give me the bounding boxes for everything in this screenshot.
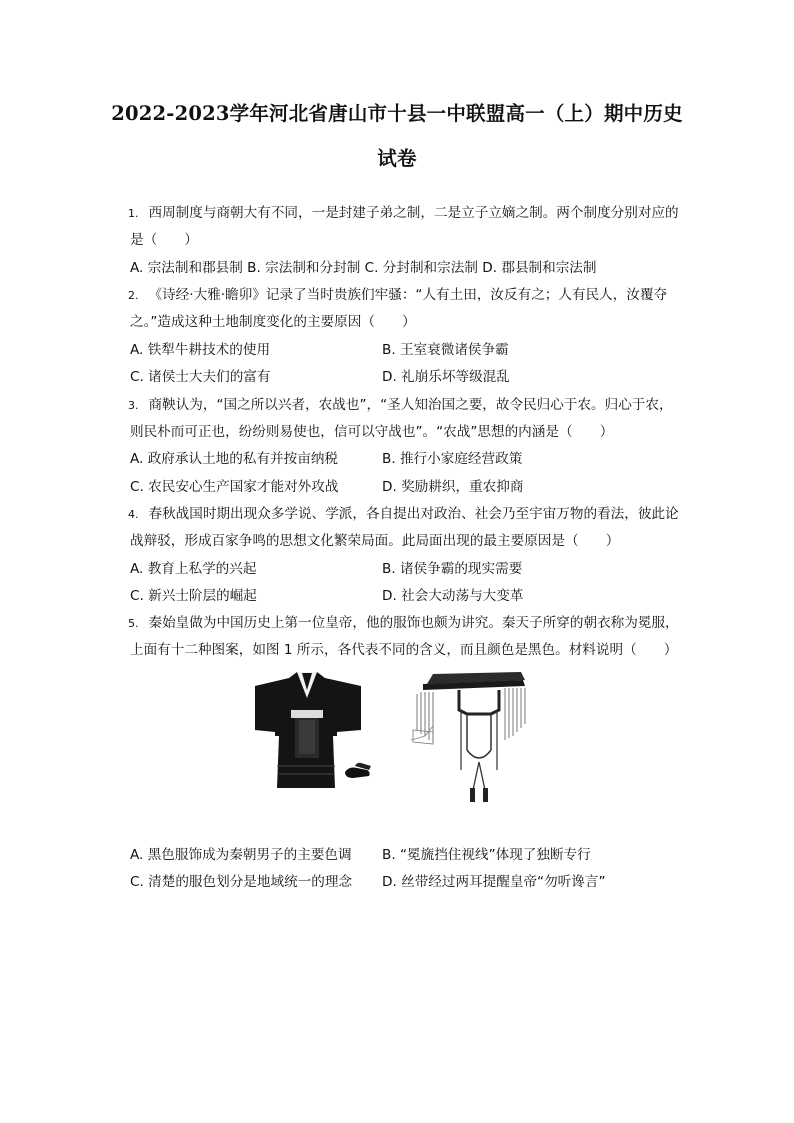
question-2-option-d: D. 礼崩乐坏等级混乱 [382,369,510,385]
question-5-line2: 上面有十二种图案，如图 1 所示，各代表不同的含义，而且颜色是黑色。材料说明（ ） [130,642,678,658]
question-4-line2: 战辩驳，形成百家争鸣的思想文化繁荣局面。此局面出现的最主要原因是（ ） [130,533,620,549]
crown-image [411,672,525,802]
question-4-text-1: 春秋战国时期出现众多学说、学派，各自提出对政治、社会乃至宇宙万物的看法，彼此论 [148,506,679,522]
question-3-text-1: 商鞅认为，“国之所以兴者，农战也”，“圣人知治国之要，故令民归心于农。归心于农， [148,397,673,413]
question-1-text-1: 西周制度与商朝大有不同，一是封建子弟之制，二是立子立嫡之制。两个制度分别对应的 [148,205,679,221]
question-3-option-a: A. 政府承认土地的私有并按亩纳税 [130,451,339,467]
question-5-option-d: D. 丝带经过两耳提醒皇帝“勿听谗言” [382,874,606,890]
question-3-option-c: C. 农民安心生产国家才能对外攻战 [130,479,339,495]
question-3-option-d: D. 奖励耕织，重农抑商 [382,479,524,495]
question-3-option-b: B. 推行小家庭经营政策 [382,451,523,467]
shoes-image [345,763,371,778]
question-2-line2: 之。”造成这种土地制度变化的主要原因（ ） [130,314,416,330]
question-3-number: 3. [128,399,139,412]
question-2-text-1: 《诗经·大雅·瞻卯》记录了当时贵族们牢骚：“人有土田，汝反有之；人有民人，汝覆夺 [148,287,668,303]
question-1-number: 1. [128,207,139,220]
question-4-option-c: C. 新兴士阶层的崛起 [130,588,257,604]
question-2-option-c: C. 诸侯士大夫们的富有 [130,369,271,385]
question-4-number: 4. [128,508,139,521]
question-5-option-b: B. “冕旒挡住视线”体现了独断专行 [382,847,591,863]
page-title-line1: 2022-2023学年河北省唐山市十县一中联盟高一（上）期中历史 [111,102,683,125]
question-2-option-b: B. 王室衰微诸侯争霸 [382,342,509,358]
question-3-line1 [128,396,673,415]
question-4-option-a: A. 教育上私学的兴起 [130,561,257,577]
question-5-line1 [128,614,679,633]
question-3-line2: 则民朴而可正也，纷纷则易使也，信可以守战也”。“农战”思想的内涵是（ ） [130,424,614,440]
question-4-option-d: D. 社会大动荡与大变革 [382,588,524,604]
figure-mianfu-illustration [253,670,543,820]
question-1-options: A. 宗法制和郡县制 B. 宗法制和分封制 C. 分封制和宗法制 D. 郡县制和宗法制 [130,260,597,276]
question-1-line1 [128,204,679,223]
question-2-number: 2. [128,289,139,302]
question-1-line2: 是（ ） [130,232,198,248]
question-5-option-a: A. 黑色服饰成为秦朝男子的主要色调 [130,847,352,863]
robe-image [255,672,361,788]
question-5-option-c: C. 清楚的服色划分是地域统一的理念 [130,874,353,890]
question-2-line1 [128,286,667,305]
question-4-option-b: B. 诸侯争霸的现实需要 [382,561,523,577]
question-2-option-a: A. 铁犁牛耕技术的使用 [130,342,271,358]
question-5-text-1: 秦始皇做为中国历史上第一位皇帝，他的服饰也颇为讲究。秦天子所穿的朝衣称为冕服， [148,615,679,631]
question-5-number: 5. [128,617,139,630]
question-4-line1 [128,505,679,524]
page-title-line2: 试卷 [377,147,417,170]
